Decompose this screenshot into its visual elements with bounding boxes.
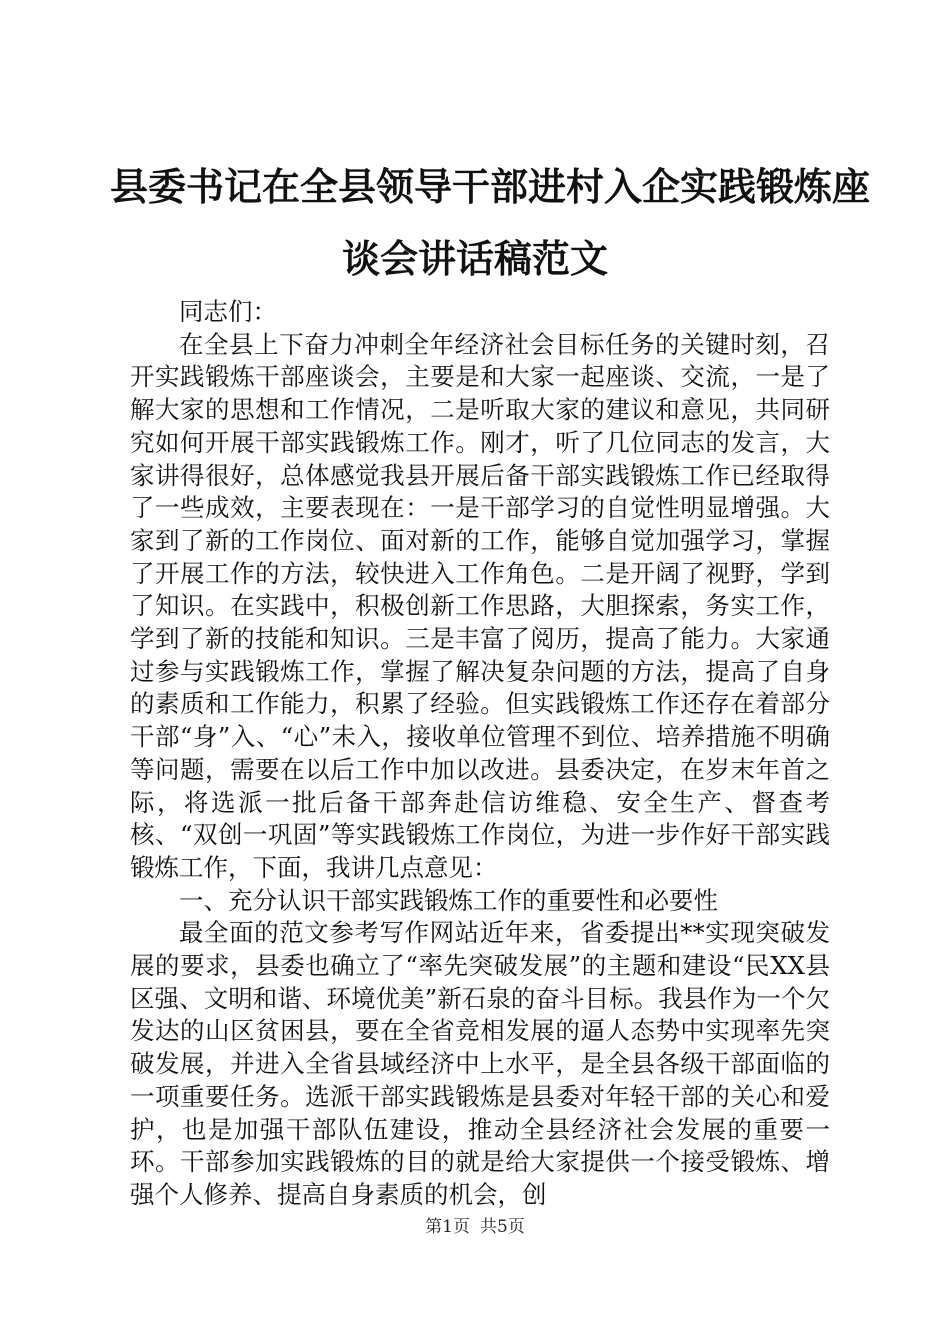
body-paragraph: 最全面的范文参考写作网站近年来，省委提出**实现突破发展的要求，县委也确立了“率先突破发展”的主题和建设“民XX县区强、文明和谐、环境优美”新石泉的奋斗目标。我县作为一个欠发达的山区贫困县，要在全省竞相发展的逼人态势中实现率先突破发展，并进入全省县域经济中上水平，是全县各级干部面临的一项重要任务。选派干部实践锻炼是县委对年轻干部的关心和爱护，也是加强干部队伍建设，推动全县经济社会发展的重要一环。干部参加实践锻炼的目的就是给大家提供一个接受锻炼、增强个人修养、提高自身素质的机会，创 xyxy=(130,918,830,1209)
page-number-total: 共5页 xyxy=(480,1217,525,1237)
body-paragraph: 在全县上下奋力冲刺全年经济社会目标任务的关键时刻，召开实践锻炼干部座谈会，主要是和大家一起座谈、交流，一是了解大家的思想和工作情况，二是听取大家的建议和意见，共同研究如何开展干部实践锻炼工作。刚才，听了几位同志的发言，大家讲得很好，总体感觉我县开展后备干部实践锻炼工作已经取得了一些成效，主要表现在：一是干部学习的自觉性明显增强。大家到了新的工作岗位、面对新的工作，能够自觉加强学习，掌握了开展工作的方法，较快进入工作角色。二是开阔了视野，学到了知识。在实践中，积极创新工作思路，大胆探索，务实工作，学到了新的技能和知识。三是丰富了阅历，提高了能力。大家通过参与实践锻炼工作，掌握了解决复杂问题的方法，提高了自身的素质和工作能力，积累了经验。但实践锻炼工作还存在着部分干部“身”入、“心”未入，接收单位管理不到位、培养措施不明确等问题，需要在以后工作中加以改进。县委决定，在岁末年首之际，将选派一批后备干部奔赴信访维稳、安全生产、督查考核、“双创一巩固”等实践锻炼工作岗位，为进一步作好干部实践锻炼工作，下面，我讲几点意见： xyxy=(130,329,830,882)
section-heading: 一、充分认识干部实践锻炼工作的重要性和必要性 xyxy=(179,885,718,915)
page-footer xyxy=(0,1216,950,1238)
page-number-current: 第1页 xyxy=(425,1217,470,1237)
document-body xyxy=(130,296,830,1212)
document-title-line-1: 县委书记在全县领导干部进村入企实践锻炼座 xyxy=(110,164,871,209)
salutation: 同志们： xyxy=(179,297,277,326)
document-title-line-2: 谈会讲话稿范文 xyxy=(341,236,608,281)
